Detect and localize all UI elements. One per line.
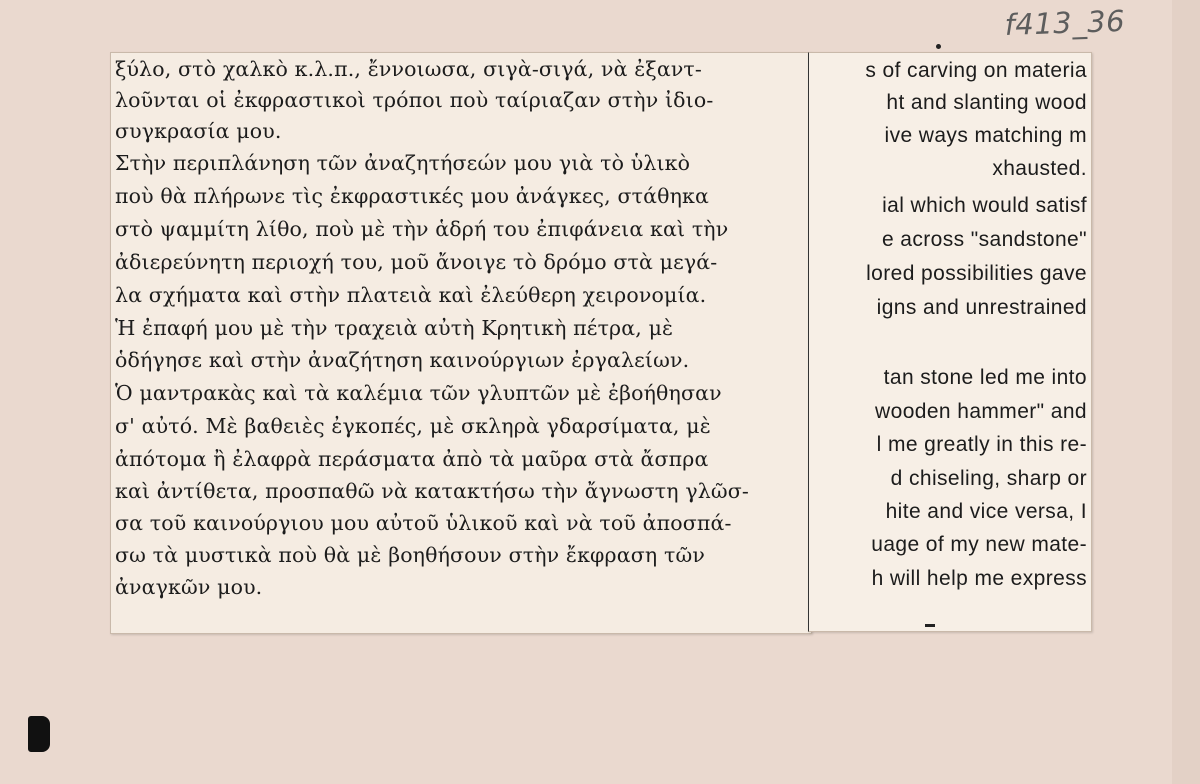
english-line: igns and unrestrained (876, 296, 1087, 319)
english-line: e across "sandstone" (881, 228, 1087, 251)
reference-note: f413_36 (1004, 3, 1126, 42)
greek-line: σω τὰ μυστικὰ ποὺ θὰ μὲ βοηθήσουν στὴν ἔκφραση τῶν (115, 543, 705, 567)
english-line: lored possibilities gave (866, 262, 1087, 285)
greek-line: λοῦνται οἱ ἐκφραστικοὶ τρόποι ποὺ ταίριαζαν στὴν ἰδιο- (115, 88, 714, 112)
greek-line: ὁδήγησε καὶ στὴν ἀναζήτηση καινούργιων ἐργαλείων. (115, 348, 690, 372)
greek-line: ποὺ θὰ πλήρωνε τὶς ἐκφραστικές μου ἀνάγκες, στάθηκα (115, 184, 709, 208)
greek-line: ἀναγκῶν μου. (115, 575, 263, 599)
english-line: wooden hammer" and (875, 400, 1087, 423)
greek-line: Στὴν περιπλάνηση τῶν ἀναζητήσεών μου γιὰ τὸ ὑλικὸ (115, 151, 691, 175)
english-line: hite and vice versa, I (885, 500, 1087, 523)
board-edge (1172, 0, 1200, 784)
greek-text-clipping (110, 52, 812, 634)
greek-line: Ἡ ἐπαφή μου μὲ τὴν τραχειὰ αὐτὴ Κρητικὴ πέτρα, μὲ (115, 316, 674, 340)
english-line: ial which would satisf (882, 194, 1087, 217)
greek-line: Ὁ μαντρακὰς καὶ τὰ καλέμια τῶν γλυπτῶν μὲ ἐβοήθησαν (115, 381, 722, 405)
greek-line: λα σχήματα καὶ στὴν πλατειὰ καὶ ἐλεύθερη χειρονομία. (115, 283, 707, 307)
english-line: l me greatly in this re- (876, 433, 1087, 456)
greek-line: συγκρασία μου. (115, 119, 282, 143)
greek-line: σα τοῦ καινούργιου μου αὐτοῦ ὑλικοῦ καὶ νὰ τοῦ ἀποσπά- (115, 511, 732, 535)
greek-line: ἀπότομα ἢ ἐλαφρὰ περάσματα ἀπὸ τὰ μαῦρα στὰ ἄσπρα (115, 447, 709, 471)
greek-line: ἀδιερεύνητη περιοχή του, μοῦ ἄνοιγε τὸ δρόμο στὰ μεγά- (115, 250, 718, 274)
greek-line: στὸ ψαμμίτη λίθο, ποὺ μὲ τὴν ἁδρή του ἐπιφάνεια καὶ τὴν (115, 217, 729, 241)
greek-line: ξύλο, στὸ χαλκὸ κ.λ.π., ἔννοιωσα, σιγὰ-σιγά, νὰ ἐξαντ- (115, 57, 702, 81)
english-line: uage of my new mate- (871, 533, 1087, 556)
english-text-clipping (808, 52, 1092, 632)
greek-line: καὶ ἀντίθετα, προσπαθῶ νὰ κατακτήσω τὴν ἄγνωστη γλῶσ- (115, 479, 749, 503)
english-line: d chiseling, sharp or (890, 467, 1087, 490)
pencil-dot (936, 44, 941, 49)
greek-line: σ' αὐτό. Μὲ βαθειὲς ἐγκοπές, μὲ σκληρὰ γδαρσίματα, μὲ (115, 414, 711, 438)
english-line: ht and slanting wood (886, 91, 1087, 114)
pencil-mark (925, 624, 935, 627)
english-line: tan stone led me into (883, 366, 1087, 389)
english-line: s of carving on materia (865, 59, 1087, 82)
english-line: ive ways matching m (884, 124, 1087, 147)
black-mark (28, 716, 50, 752)
english-line: h will help me express (871, 567, 1087, 590)
english-line: xhausted. (992, 157, 1087, 180)
